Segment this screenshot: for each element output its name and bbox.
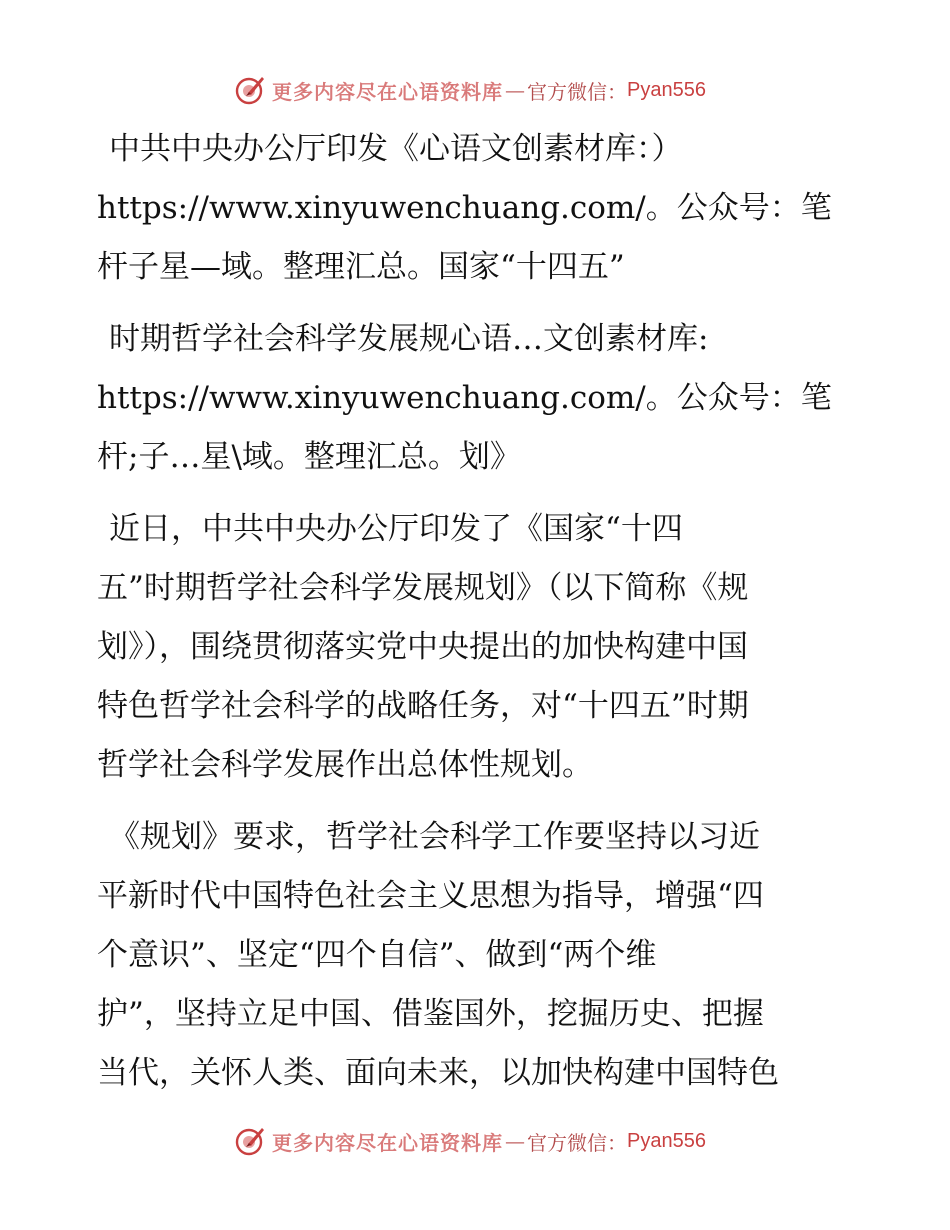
footer-banner-main-text: 更多内容尽在心语资料库 [272, 1130, 503, 1155]
paragraph-line: 五”时期哲学社会科学发展规划》（以下简称《规 [97, 570, 749, 606]
paragraph-line: https://www.xinyuwenchuang.com/。公众号：笔 [97, 380, 832, 416]
paragraph-line: 特色哲学社会科学的战略任务，对“十四五”时期 [97, 688, 749, 724]
paragraph-1 [97, 120, 857, 297]
header-watermark-banner [234, 72, 706, 108]
paragraph-line: 平新时代中国特色社会主义思想为指导，增强“四 [97, 878, 764, 914]
paragraph-line: 近日，中共中央办公厅印发了《国家“十四 [109, 511, 683, 547]
paragraph-4 [97, 808, 857, 1103]
header-banner-main-text: 更多内容尽在心语资料库 [272, 79, 503, 104]
document-body [97, 120, 857, 1116]
paragraph-line: 划》），围绕贯彻落实党中央提出的加快构建中国 [97, 629, 748, 665]
footer-banner-official-label: 官方微信： [527, 1130, 627, 1155]
header-banner-wechat-id: Pyan556 [627, 78, 706, 101]
paragraph-2 [97, 310, 857, 487]
paragraph-line: 杆子星—域。整理汇总。国家“十四五” [97, 249, 625, 285]
footer-banner-separator: — [505, 1129, 525, 1153]
paragraph-line: 个意识”、坚定“四个自信”、做到“两个维 [97, 937, 657, 973]
paragraph-3 [97, 500, 857, 795]
header-banner-separator: — [505, 78, 525, 102]
paragraph-line: 杆;子…星\域。整理汇总。划》 [97, 439, 521, 475]
paragraph-line: 护”，坚持立足中国、借鉴国外，挖掘历史、把握 [97, 996, 764, 1032]
paragraph-line: 中共中央办公厅印发《心语文创素材库：） [109, 131, 683, 167]
footer-banner-wechat-id: Pyan556 [627, 1129, 706, 1152]
paragraph-line: 当代，关怀人类、面向未来，以加快构建中国特色 [97, 1055, 779, 1091]
quill-pen-logo-icon [234, 1125, 266, 1157]
footer-watermark-banner [234, 1123, 706, 1159]
header-banner-official-label: 官方微信： [527, 79, 627, 104]
quill-pen-logo-icon [234, 74, 266, 106]
paragraph-line: 《规划》要求，哲学社会科学工作要坚持以习近 [109, 819, 760, 855]
paragraph-line: 哲学社会科学发展作出总体性规划。 [97, 747, 593, 783]
paragraph-line: 时期哲学社会科学发展规心语…文创素材库: [109, 321, 709, 357]
paragraph-line: https://www.xinyuwenchuang.com/。公众号：笔 [97, 190, 832, 226]
